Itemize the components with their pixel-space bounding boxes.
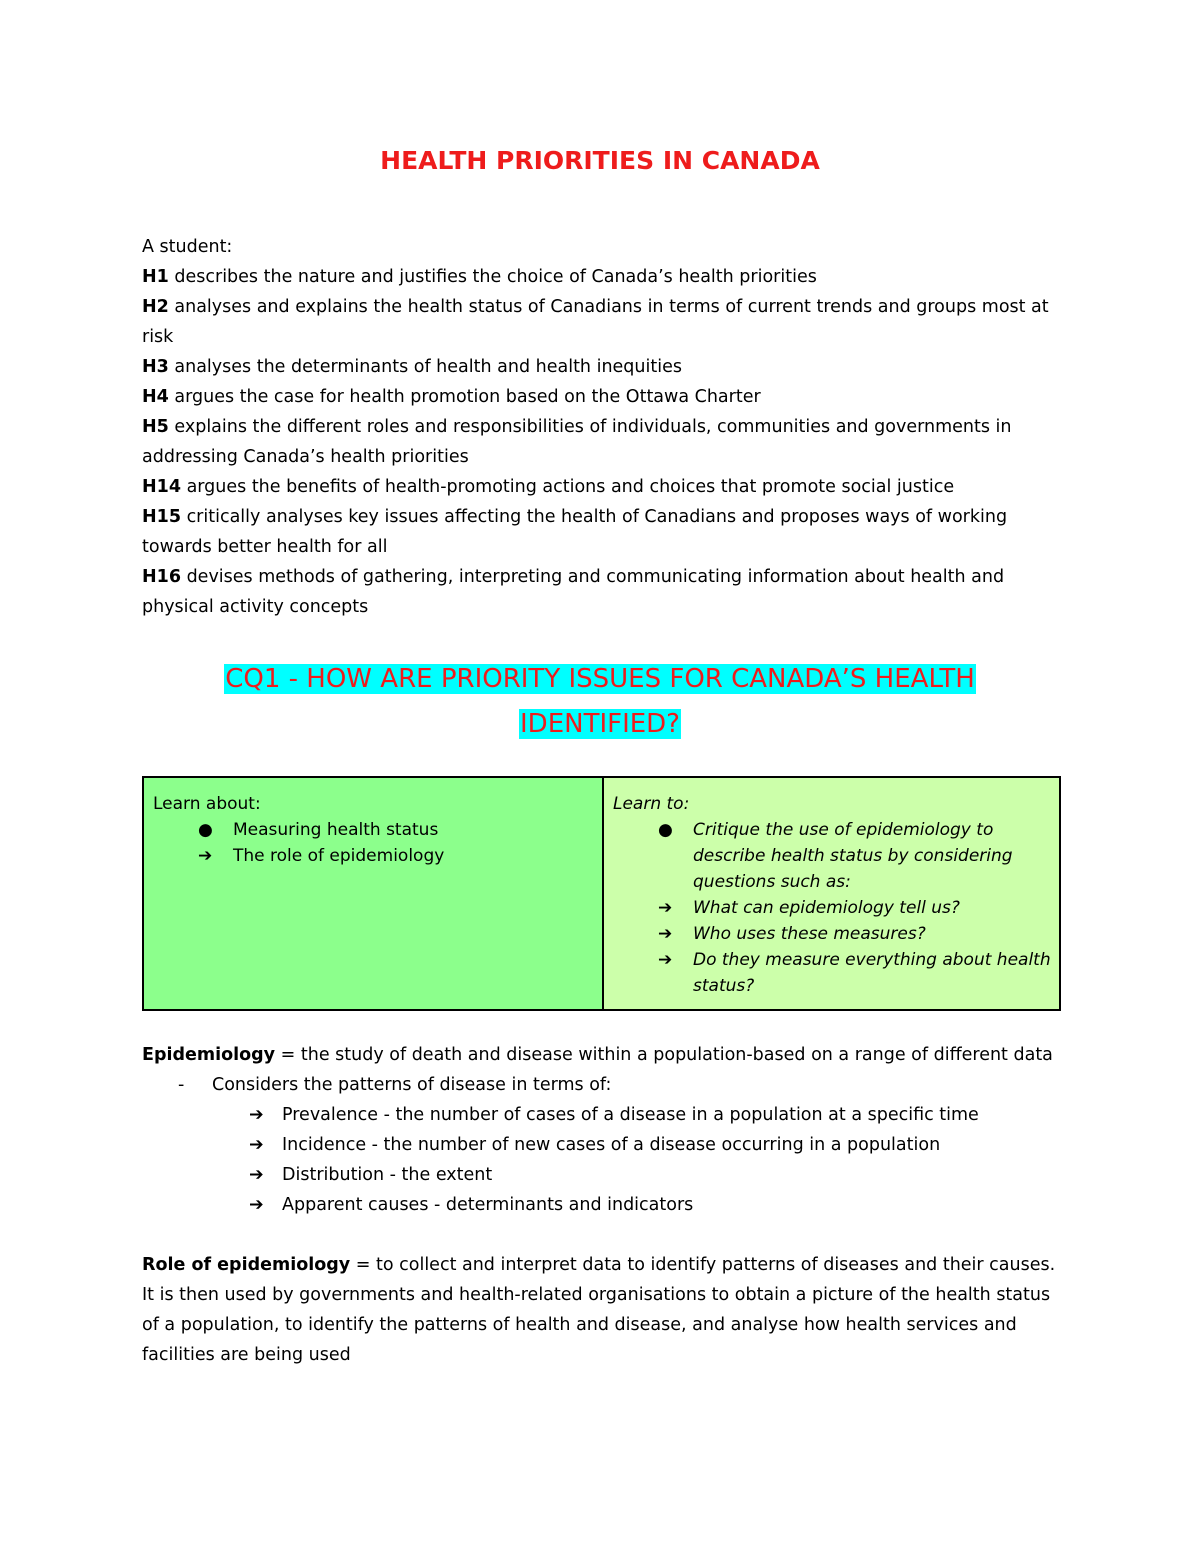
list-item: [198, 843, 594, 869]
list-item: [249, 1190, 1062, 1220]
outcome-text: devises methods of gathering, interpreting and communicating information about health and physical activity concepts: [142, 567, 1005, 617]
epidemiology-section: [142, 1040, 1062, 1220]
list-item: [658, 947, 1051, 999]
learn-to-heading: Learn to:: [613, 794, 690, 814]
epidemiology-term: Epidemiology: [142, 1045, 276, 1065]
arrow-icon: ➔: [249, 1195, 264, 1215]
list-item: [658, 817, 1051, 895]
outcome-code: H2: [142, 297, 169, 317]
arrow-icon: ➔: [658, 924, 673, 944]
outcome-text: analyses the determinants of health and health inequities: [168, 357, 682, 377]
arrow-icon: ➔: [249, 1135, 264, 1155]
bullet-icon: ●: [198, 820, 213, 840]
outcome-code: H14: [142, 477, 181, 497]
outcome-code: H4: [142, 387, 169, 407]
epidemiology-definition: [142, 1040, 1062, 1070]
list-item-text: The role of epidemiology: [233, 846, 445, 866]
outcome-text: critically analyses key issues affecting the health of Canadians and proposes ways of working towards better health for all: [142, 507, 1008, 557]
learn-about-cell: [143, 777, 603, 1010]
page-title: HEALTH PRIORITIES IN CANADA: [380, 146, 820, 175]
role-definition-text: = to collect and interpret data to identify patterns of diseases and their causes. It is then used by governments and health-related organisations to obtain a picture of the health status of a population, to identify the patterns of health and disease, and analyse how health services and facilities are being used: [142, 1255, 1056, 1365]
list-item-text: Do they measure everything about health status?: [693, 950, 1051, 996]
critical-question-line2: IDENTIFIED?: [520, 709, 680, 739]
intro-text: A student:: [142, 237, 233, 257]
role-term: Role of epidemiology: [142, 1255, 351, 1275]
list-item: [249, 1100, 1062, 1130]
outcome-code: H15: [142, 507, 181, 527]
list-item-text: Critique the use of epidemiology to describe health status by considering questions such as:: [693, 820, 1013, 892]
outcome-item: [142, 382, 1058, 412]
list-item-text: Who uses these measures?: [693, 924, 926, 944]
dash-icon: -: [178, 1075, 185, 1095]
outcome-item: [142, 562, 1058, 622]
outcome-item: [142, 262, 1058, 292]
list-item-text: What can epidemiology tell us?: [693, 898, 960, 918]
outcome-code: H3: [142, 357, 169, 377]
list-item: [249, 1130, 1062, 1160]
epidemiology-definition-text: = the study of death and disease within a population-based on a range of different data: [275, 1045, 1053, 1065]
list-item: [658, 895, 1051, 921]
list-item-text: Incidence - the number of new cases of a disease occurring in a population: [282, 1135, 941, 1155]
list-item: [249, 1160, 1062, 1190]
outcome-item: [142, 502, 1058, 562]
learn-table: [142, 776, 1061, 1011]
list-item-text: Measuring health status: [233, 820, 439, 840]
bullet-icon: ●: [658, 820, 673, 840]
outcome-code: H5: [142, 417, 169, 437]
outcome-text: argues the benefits of health-promoting actions and choices that promote social justice: [181, 477, 955, 497]
sub-point-text: Considers the patterns of disease in terms of:: [212, 1075, 612, 1095]
arrow-icon: ➔: [249, 1105, 264, 1125]
patterns-list: [142, 1100, 1062, 1220]
critical-question-heading: [142, 657, 1058, 747]
learn-about-heading: Learn about:: [153, 794, 261, 814]
arrow-icon: ➔: [658, 950, 673, 970]
list-item-text: Prevalence - the number of cases of a disease in a population at a specific time: [282, 1105, 979, 1125]
outcome-text: argues the case for health promotion based on the Ottawa Charter: [168, 387, 761, 407]
outcome-text: explains the different roles and responsibilities of individuals, communities and governments in addressing Canada’s health priorities: [142, 417, 1012, 467]
arrow-icon: ➔: [658, 898, 673, 918]
outcome-item: [142, 292, 1058, 352]
outcome-item: [142, 352, 1058, 382]
outcomes-list: [142, 232, 1058, 622]
outcome-item: [142, 412, 1058, 472]
arrow-icon: ➔: [198, 846, 213, 866]
outcome-text: describes the nature and justifies the choice of Canada’s health priorities: [168, 267, 817, 287]
learn-about-list: [153, 817, 594, 869]
outcome-text: analyses and explains the health status of Canadians in terms of current trends and groups most at risk: [142, 297, 1049, 347]
list-item-text: Apparent causes - determinants and indicators: [282, 1195, 694, 1215]
critical-question-line1: CQ1 - HOW ARE PRIORITY ISSUES FOR CANADA’S HEALTH: [225, 664, 975, 694]
list-item: [658, 921, 1051, 947]
outcome-item: [142, 472, 1058, 502]
list-item: [198, 817, 594, 843]
arrow-icon: ➔: [249, 1165, 264, 1185]
role-section: [142, 1250, 1062, 1370]
learn-to-list: [613, 817, 1051, 999]
outcome-code: H16: [142, 567, 181, 587]
epidemiology-sub-point: [142, 1070, 1062, 1100]
learn-to-cell: [603, 777, 1060, 1010]
list-item-text: Distribution - the extent: [282, 1165, 493, 1185]
outcome-code: H1: [142, 267, 169, 287]
